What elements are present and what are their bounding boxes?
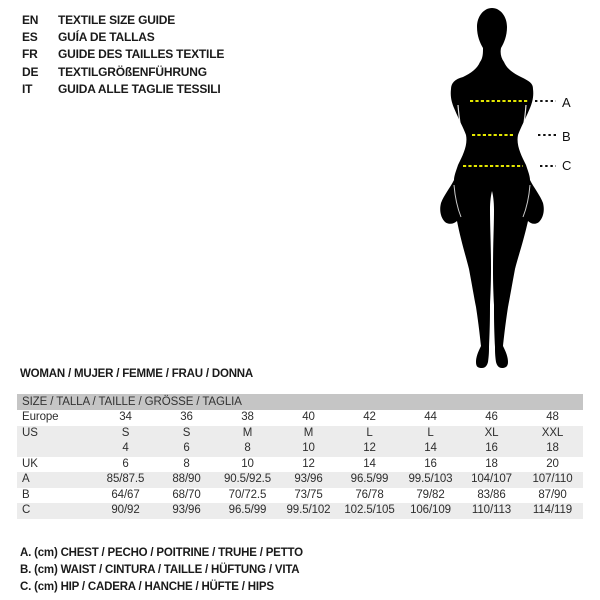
- table-cell: 64/67: [111, 488, 140, 501]
- table-cell: 6: [183, 442, 190, 454]
- body-measurement-figure: [435, 5, 600, 375]
- language-row: [22, 64, 224, 81]
- measure-label-chest: A: [562, 95, 571, 110]
- table-cell: 96.5/99: [228, 504, 267, 516]
- table-cell: 20: [546, 457, 559, 470]
- table-row-europe: [17, 410, 583, 426]
- table-cell: 16: [424, 457, 437, 470]
- table-cell: 12: [363, 442, 376, 454]
- table-cell: 68/70: [172, 488, 201, 501]
- language-code: EN: [22, 13, 39, 27]
- table-cell: M: [242, 426, 253, 439]
- table-cell: 106/109: [410, 504, 451, 516]
- row-label: US: [22, 426, 38, 439]
- language-list: [22, 12, 224, 98]
- table-cell: 114/119: [532, 504, 573, 516]
- table-cell: 18: [485, 457, 498, 470]
- table-cell: 36: [180, 411, 193, 423]
- language-label: GUÍA DE TALLAS: [58, 30, 155, 45]
- row-label: A: [22, 473, 30, 485]
- measurement-legend: [20, 545, 303, 596]
- table-cell: 14: [363, 457, 376, 470]
- language-row: [22, 29, 224, 46]
- legend-waist: B. (cm) WAIST / CINTURA / TAILLE / HÜFTUNG / VITA: [20, 564, 300, 576]
- language-label: TEXTILGRÖßENFÜHRUNG: [58, 64, 207, 79]
- table-cell: 6: [122, 457, 129, 470]
- legend-chest: A. (cm) CHEST / PECHO / POITRINE / TRUHE / PETTO: [20, 547, 303, 559]
- language-label: GUIDA ALLE TAGLIE TESSILI: [58, 81, 221, 96]
- table-cell: 46: [485, 411, 498, 423]
- measure-label-hip: C: [562, 158, 572, 173]
- measure-label-waist: B: [562, 129, 571, 144]
- language-row: [22, 46, 224, 63]
- table-cell: 48: [546, 411, 559, 423]
- section-title-woman: WOMAN / MUJER / FEMME / FRAU / DONNA: [20, 368, 254, 380]
- table-row-us-letters: [17, 426, 583, 442]
- table-cell: 93/96: [172, 504, 201, 516]
- table-cell: 10: [241, 457, 254, 470]
- table-cell: XXL: [541, 426, 564, 439]
- table-cell: 40: [302, 411, 315, 423]
- table-cell: 14: [424, 442, 437, 454]
- language-row: [22, 12, 224, 29]
- table-cell: 99.5/103: [408, 473, 453, 485]
- table-cell: 16: [485, 442, 498, 454]
- table-cell: 99.5/102: [286, 504, 331, 516]
- size-table-header: SIZE / TALLA / TAILLE / GRÖSSE / TAGLIA: [17, 394, 583, 410]
- table-cell: 110/113: [471, 504, 512, 516]
- table-cell: 90/92: [111, 504, 140, 516]
- table-cell: 85/87.5: [106, 473, 145, 485]
- table-cell: 79/82: [416, 488, 445, 501]
- woman-silhouette: [435, 5, 600, 375]
- row-label: Europe: [22, 411, 59, 423]
- table-cell: 90.5/92.5: [223, 473, 272, 485]
- table-cell: 10: [302, 442, 315, 454]
- table-row-uk: [17, 457, 583, 473]
- table-cell: 44: [424, 411, 437, 423]
- table-cell: 96.5/99: [350, 473, 389, 485]
- table-cell: M: [303, 426, 314, 439]
- table-cell: 76/78: [355, 488, 384, 501]
- table-cell: S: [121, 426, 130, 439]
- table-cell: S: [182, 426, 191, 439]
- table-cell: 8: [244, 442, 251, 454]
- table-row-hip: [17, 503, 583, 519]
- language-row: [22, 81, 224, 98]
- table-cell: 34: [119, 411, 132, 423]
- table-cell: 88/90: [172, 473, 201, 485]
- table-row-us-numeric: [17, 441, 583, 457]
- language-code: IT: [22, 81, 33, 96]
- table-cell: 104/107: [471, 473, 512, 485]
- table-cell: 83/86: [477, 488, 506, 501]
- size-table: [17, 394, 583, 519]
- table-cell: L: [366, 426, 373, 439]
- language-label: TEXTILE SIZE GUIDE: [58, 13, 176, 27]
- woman-silhouette-shape: [440, 8, 544, 368]
- table-cell: 87/90: [538, 488, 567, 501]
- table-cell: 38: [241, 411, 254, 423]
- table-cell: XL: [484, 426, 499, 439]
- table-cell: 12: [302, 457, 315, 470]
- legend-hip: C. (cm) HIP / CADERA / HANCHE / HÜFTE / HIPS: [20, 581, 274, 593]
- language-code: DE: [22, 64, 39, 79]
- row-label: [17, 441, 95, 457]
- row-label: UK: [22, 457, 38, 470]
- table-cell: L: [427, 426, 434, 439]
- table-cell: 73/75: [294, 488, 323, 501]
- table-cell: 102.5/105: [344, 504, 395, 516]
- table-row-waist: [17, 488, 583, 504]
- table-cell: 107/110: [532, 473, 573, 485]
- language-code: ES: [22, 30, 38, 45]
- table-cell: 8: [183, 457, 190, 470]
- row-label: B: [22, 488, 30, 501]
- language-label: GUIDE DES TAILLES TEXTILE: [58, 47, 225, 62]
- table-cell: 4: [122, 442, 129, 454]
- table-cell: 42: [363, 411, 376, 423]
- table-cell: 70/72.5: [228, 488, 267, 501]
- language-code: FR: [22, 47, 38, 62]
- table-cell: 18: [546, 442, 559, 454]
- row-label: C: [22, 504, 31, 516]
- table-row-chest: [17, 472, 583, 488]
- table-cell: 93/96: [294, 473, 323, 485]
